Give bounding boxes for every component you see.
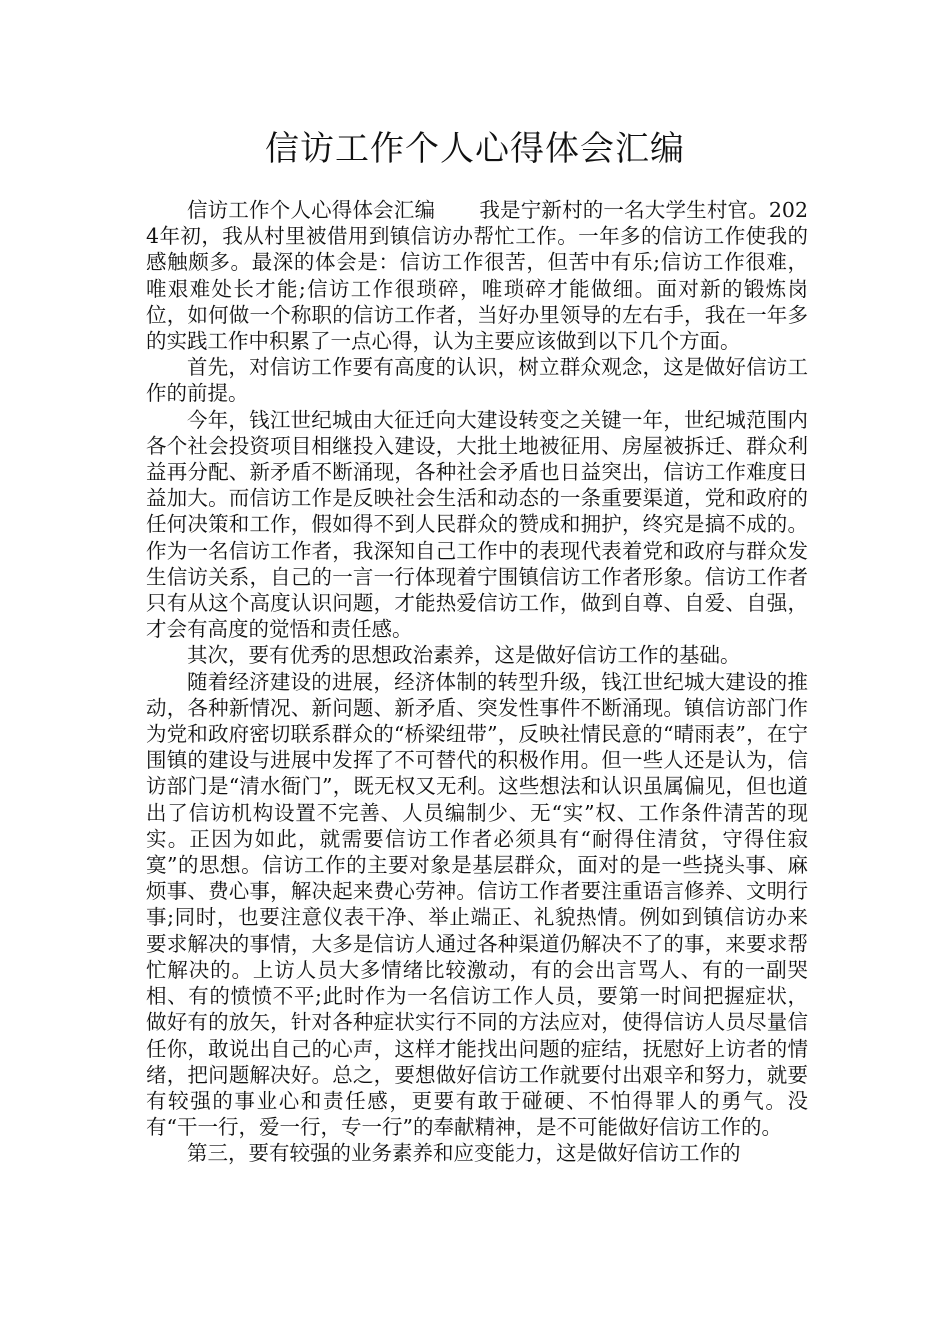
intro-text: 我是宁新村的一名大学生村官。2024年初，我从村里被借用到镇信访办帮忙工作。一年多的信访工作使我的感触颇多。最深的体会是：信访工作很苦，但苦中有乐;信访工作很难，唯艰难处长才能;信访工作很琐碎，唯琐碎才能做细。面对新的锻炼岗位，如何做一个称职的信访工作者，当好办里领导的左右手，我在一年多的实践工作中积累了一点心得，认为主要应该做到以下几个方面。 [146,198,808,354]
paragraph: 今年，钱江世纪城由大征迁向大建设转变之关键一年，世纪城范围内各个社会投资项目相继投入建设，大批土地被征用、房屋被拆迁、群众利益再分配、新矛盾不断涌现，各种社会矛盾也日益突出，信访工作难度日益加大。而信访工作是反映社会生活和动态的一条重要渠道，党和政府的任何决策和工作，假如得不到人民群众的赞成和拥护，终究是搞不成的。作为一名信访工作者，我深知自己工作中的表现代表着党和政府与群众发生信访关系，自己的一言一行体现着宁围镇信访工作者形象。信访工作者只有从这个高度认识问题，才能热爱信访工作，做到自尊、自爱、自强，才会有高度的觉悟和责任感。 [146,407,808,642]
document-body [146,197,808,1167]
paragraph: 第三，要有较强的业务素养和应变能力，这是做好信访工作的 [187,1141,741,1166]
intro-paragraph [146,197,808,354]
paragraph: 随着经济建设的进展，经济体制的转型升级，钱江世纪城大建设的推动，各种新情况、新问题、新矛盾、突发性事件不断涌现。镇信访部门作为党和政府密切联系群众的“桥梁纽带”，反映社情民意的“晴雨表”，在宁围镇的建设与进展中发挥了不可替代的积极作用。但一些人还是认为，信访部门是“清水衙门”，既无权又无利。这些想法和认识虽属偏见，但也道出了信访机构设置不完善、人员编制少、无“实”权、工作条件清苦的现实。正因为如此，就需要信访工作者必须具有“耐得住清贫，守得住寂寞”的思想。信访工作的主要对象是基层群众，面对的是一些挠头事、麻烦事、费心事，解决起来费心劳神。信访工作者要注重语言修养、文明行事;同时，也要注意仪表干净、举止端正、礼貌热情。例如到镇信访办来要求解决的事情，大多是信访人通过各种渠道仍解决不了的事，来要求帮忙解决的。上访人员大多情绪比较激动，有的会出言骂人、有的一副哭相、有的愤愤不平;此时作为一名信访工作人员，要第一时间把握症状，做好有的放矢，针对各种症状实行不同的方法应对，使得信访人员尽量信任你，敢说出自己的心声，这样才能找出问题的症结，抚慰好上访者的情绪，把问题解决好。总之，要想做好信访工作就要付出艰辛和努力，就要有较强的事业心和责任感，更要有敢于碰硬、不怕得罪人的勇气。没有“干一行，爱一行，专一行”的奉献精神，是不可能做好信访工作的。 [146,669,808,1140]
paragraph: 首先，对信访工作要有高度的认识，树立群众观念，这是做好信访工作的前提。 [146,355,808,406]
paragraph: 其次，要有优秀的思想政治素养，这是做好信访工作的基础。 [187,643,741,668]
document-title: 信访工作个人心得体会汇编 [265,129,685,169]
intro-lead: 信访工作个人心得体会汇编 [187,198,436,222]
